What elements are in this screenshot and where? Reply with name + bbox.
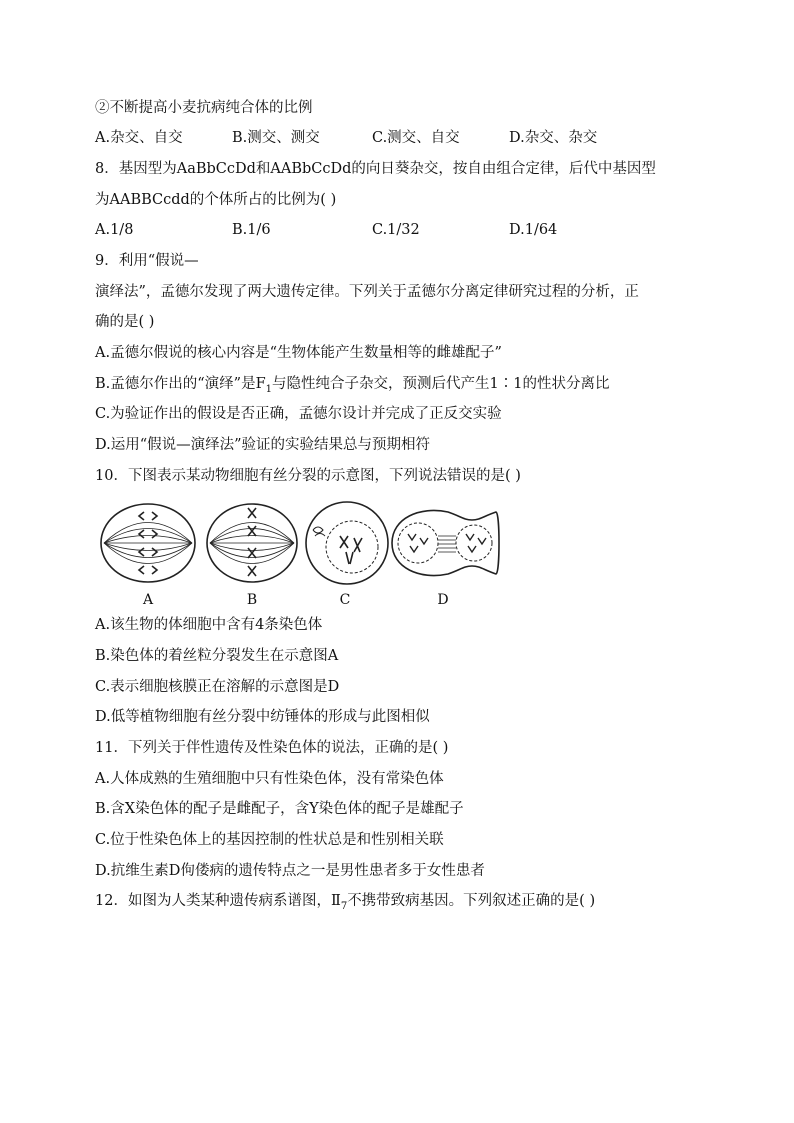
cell-d bbox=[392, 510, 499, 575]
q8-option-d: D.1/64 bbox=[509, 222, 558, 238]
q10-option-c: C.表示细胞核膜正在溶解的示意图是D bbox=[95, 679, 340, 695]
q11-option-d: D.抗维生素D佝偻病的遗传特点之一是男性患者多于女性患者 bbox=[95, 863, 485, 879]
q7-option-d: D.杂交、杂交 bbox=[509, 130, 598, 146]
q8-option-b: B.1/6 bbox=[232, 222, 271, 238]
fig-label-c: C bbox=[339, 592, 351, 608]
q9-option-b-post: 与隐性纯合子杂交，预测后代产生1∶1的性状分离比 bbox=[272, 376, 610, 392]
q8-options bbox=[95, 220, 695, 240]
q11-option-b: B.含X染色体的配子是雌配子，含Y染色体的配子是雄配子 bbox=[95, 801, 464, 817]
q12-stem-post: 不携带致病基因。下列叙述正确的是( ) bbox=[347, 893, 596, 909]
q8-option-a: A.1/8 bbox=[95, 222, 134, 238]
fig-label-a: A bbox=[142, 592, 154, 608]
q7-statement-2: ②不断提高小麦抗病纯合体的比例 bbox=[95, 100, 313, 116]
q8-option-c: C.1/32 bbox=[372, 222, 420, 238]
fig-label-d: D bbox=[437, 592, 449, 608]
q9-stem-line2: 演绎法”，孟德尔发现了两大遗传定律。下列关于孟德尔分离定律研究过程的分析，正 bbox=[95, 284, 639, 300]
q10-option-b: B.染色体的着丝粒分裂发生在示意图A bbox=[95, 648, 339, 664]
q11-option-c: C.位于性染色体上的基因控制的性状总是和性别相关联 bbox=[95, 832, 444, 848]
q9-stem-line3: 确的是( ) bbox=[95, 314, 155, 330]
q12-stem-pre: 12．如图为人类某种遗传病系谱图，Ⅱ bbox=[95, 893, 341, 909]
q9-option-b-sub: 1 bbox=[265, 383, 273, 395]
q10-stem: 10．下图表示某动物细胞有丝分裂的示意图，下列说法错误的是( ) bbox=[95, 468, 521, 484]
cell-c bbox=[306, 502, 388, 584]
q9-option-b-pre: B.孟德尔作出的“演绎”是F bbox=[95, 376, 266, 392]
q9-option-b bbox=[95, 374, 609, 400]
mitosis-figure bbox=[100, 500, 500, 608]
cell-b bbox=[207, 504, 297, 582]
q9-stem-line1: 9．利用“假说— bbox=[95, 253, 199, 269]
q10-option-a: A.该生物的体细胞中含有4条染色体 bbox=[95, 617, 323, 633]
q7-options bbox=[95, 128, 695, 148]
q11-option-a: A.人体成熟的生殖细胞中只有性染色体，没有常染色体 bbox=[95, 771, 444, 787]
q12-stem bbox=[95, 891, 595, 917]
q9-option-d: D.运用“假说—演绎法”验证的实验结果总与预期相符 bbox=[95, 437, 431, 453]
q12-stem-sub: 7 bbox=[340, 900, 348, 912]
fig-label-b: B bbox=[246, 592, 258, 608]
cell-a bbox=[101, 504, 195, 582]
q9-option-c: C.为验证作出的假设是否正确，孟德尔设计并完成了正反交实验 bbox=[95, 406, 502, 422]
q8-stem-line1: 8．基因型为AaBbCcDd和AABbCcDd的向日葵杂交，按自由组合定律，后代中基因型 bbox=[95, 161, 656, 177]
q7-option-c: C.测交、自交 bbox=[372, 130, 460, 146]
q8-stem-line2: 为AABBCcdd的个体所占的比例为( ) bbox=[95, 192, 337, 208]
q7-option-a: A.杂交、自交 bbox=[95, 130, 183, 146]
q7-option-b: B.测交、测交 bbox=[232, 130, 320, 146]
q9-option-a: A.孟德尔假说的核心内容是“生物体能产生数量相等的雌雄配子” bbox=[95, 345, 502, 361]
q10-option-d: D.低等植物细胞有丝分裂中纺锤体的形成与此图相似 bbox=[95, 709, 430, 725]
q11-stem: 11．下列关于伴性遗传及性染色体的说法，正确的是( ) bbox=[95, 740, 449, 756]
